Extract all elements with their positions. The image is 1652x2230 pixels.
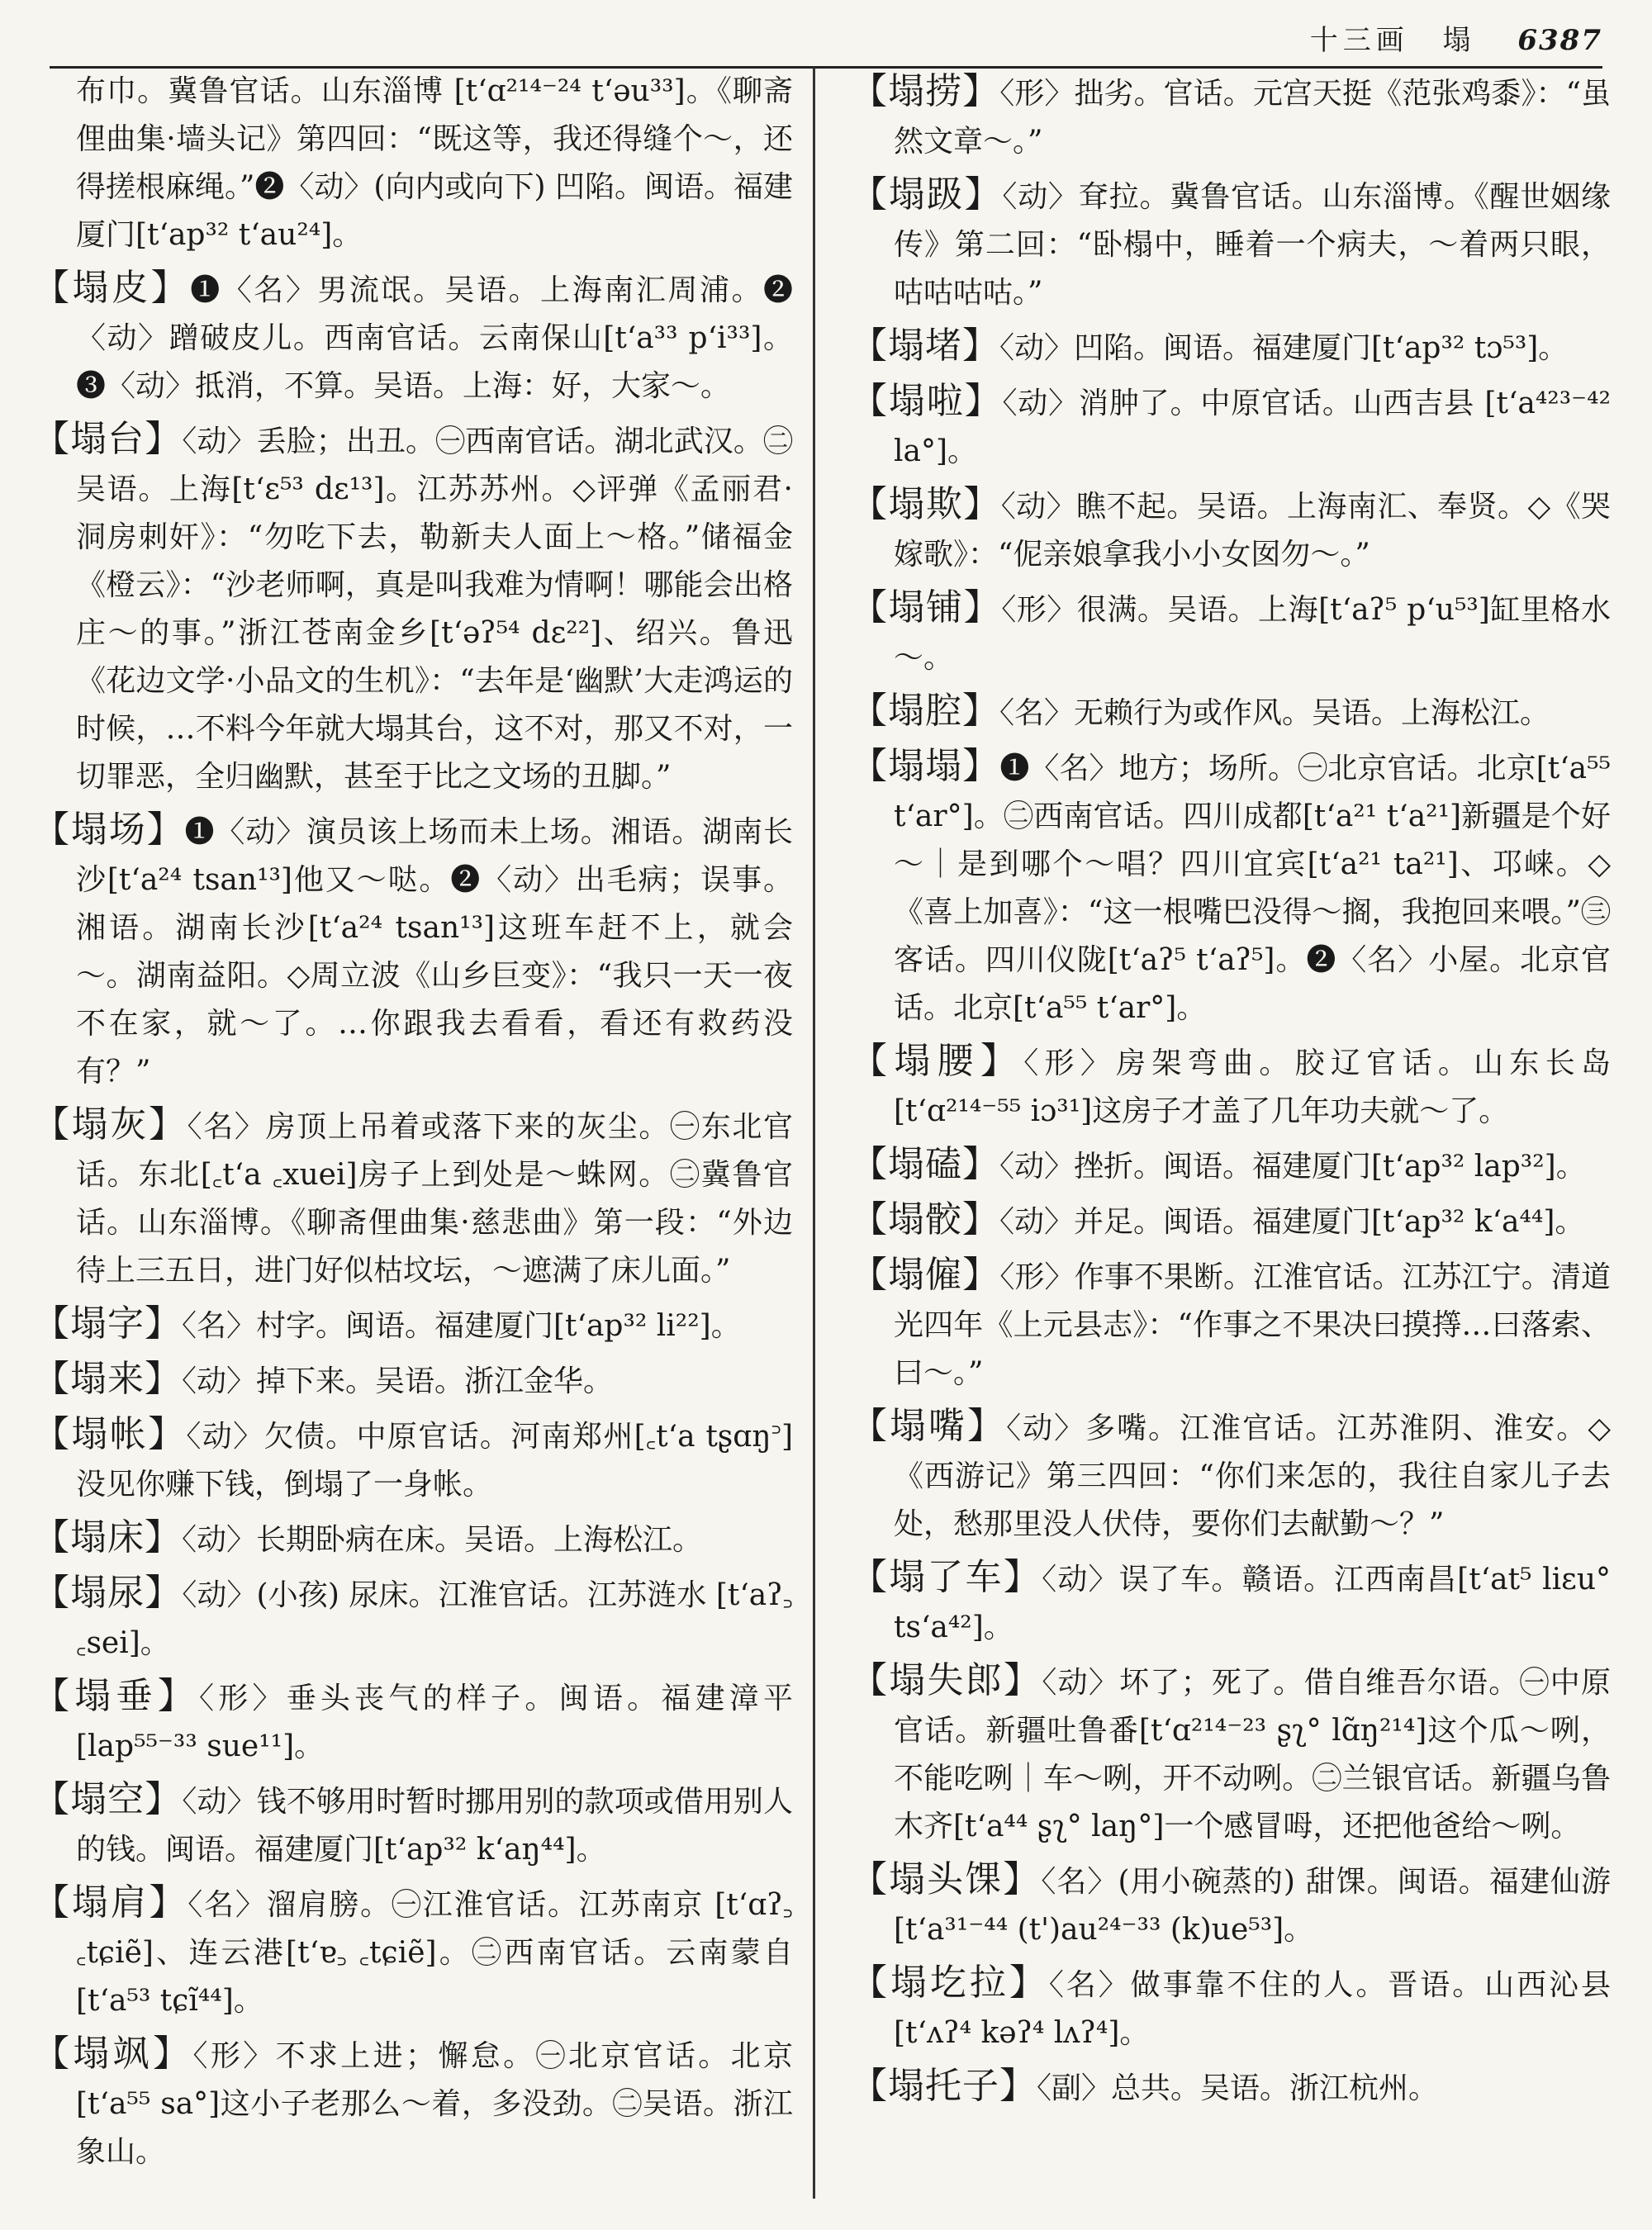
page-number: 6387 — [1517, 24, 1602, 57]
dictionary-entry — [33, 2030, 793, 2176]
entry-headword: 【塌塌】 — [851, 745, 1000, 787]
entry-headword: 【塌头馃】 — [851, 1858, 1042, 1900]
dictionary-entry — [851, 1141, 1611, 1191]
entry-headword: 【塌场】 — [33, 809, 185, 851]
entry-headword: 【塌腔】 — [851, 690, 999, 732]
dictionary-entry — [33, 1411, 793, 1509]
entry-definition: ❶〈名〉男流氓。吴语。上海南汇周浦。❷〈动〉蹭破皮儿。西南官话。云南保山[tʻa³³ pʻi³³]。❸〈动〉抵消，不算。吴语。上海：好，大家～。 — [76, 273, 793, 403]
entry-definition: 〈名〉溜肩膀。㊀江淮官话。江苏南京 [tʻɑʔ꜆ ꜀tɕiẽ]、连云港[tʻɐ꜆ ꜀tɕiẽ]。㊁西南官话。云南蒙自[tʻa⁵³ tɕĩ⁴⁴]。 — [76, 1888, 793, 2018]
entry-headword: 【塌灰】 — [33, 1103, 188, 1146]
entry-headword: 【塌嘴】 — [851, 1405, 1007, 1447]
dictionary-entry — [33, 1672, 793, 1771]
entry-headword: 【塌僱】 — [851, 1254, 1000, 1296]
entry-definition: 〈形〉垂头丧气的样子。闽语。福建漳平[lap⁵⁵⁻³³ sue¹¹]。 — [76, 1682, 793, 1763]
entry-headword: 【塌空】 — [33, 1778, 183, 1820]
dictionary-entry — [33, 264, 793, 410]
entry-headword: 【塌啦】 — [851, 380, 1003, 422]
entry-headword: 【塌皮】 — [33, 267, 191, 309]
dictionary-entry — [851, 377, 1611, 476]
entry-headword: 【塌了车】 — [851, 1556, 1042, 1598]
entry-headword: 【塌堵】 — [851, 325, 999, 367]
dictionary-entry — [33, 1879, 793, 2025]
dictionary-entry — [851, 68, 1611, 166]
entry-definition: 〈名〉无赖行为或作风。吴语。上海松江。 — [999, 696, 1550, 730]
entry-definition: 〈动〉并足。闽语。福建厦门[tʻap³² kʻa⁴⁴]。 — [999, 1205, 1585, 1239]
entry-headword: 【塌飒】 — [33, 2033, 193, 2075]
entry-definition: 〈形〉不求上进；懈怠。㊀北京官话。北京[tʻa⁵⁵ sa°]这小子老那么～着，多没劲。㊁吴语。浙江象山。 — [76, 2039, 793, 2169]
right-column — [851, 68, 1611, 2207]
entry-definition: 〈动〉欠债。中原官话。河南郑州[꜀tʻa tʂɑŋ꜄]没见你赚下钱，倒塌了一身帐。 — [76, 1420, 793, 1502]
entry-headword: 【塌圪拉】 — [851, 1962, 1049, 2004]
entry-headword: 【塌台】 — [33, 418, 183, 460]
entry-headword: 【塌失郎】 — [851, 1659, 1042, 1701]
left-column — [33, 68, 793, 2207]
entry-definition: 〈形〉作事不果断。江淮官话。江苏江宁。清道光四年《上元县志》：“作事之不果决曰摸㩐…曰落索、曰～。” — [894, 1260, 1611, 1390]
entry-definition: 〈动〉丢脸；出丑。㊀西南官话。湖北武汉。㊁吴语。上海[tʻɛ⁵³ dɛ¹³]。江苏苏州。◇评弹《孟丽君·洞房刺奸》：“勿吃下去，勒新夫人面上～格。”储福金《橙云》：“沙老师啊，真是叫我难为情啊！哪能会出格庄～的事。”浙江苍南金乡[tʻəʔ⁵⁴ dɛ²²]、绍兴。鲁迅《花边文学·小品文的生机》：“去年是‘幽默’大走鸿运的时候，…不料今年就大塌其台，这不对，那又不对，一切罪恶，全归幽默，甚至于比之文场的丑脚。” — [76, 425, 793, 794]
dictionary-entry — [851, 584, 1611, 682]
entry-definition: 〈名〉房顶上吊着或落下来的灰尘。㊀东北官话。东北[꜀tʻa ꜀xuei]房子上到处是～蛛网。㊁冀鲁官话。山东淄博。《聊斋俚曲集·慈悲曲》第一段：“外边待上三五日，进门好似枯坟坛，～遮满了床儿面。” — [76, 1110, 793, 1288]
entry-definition: 〈动〉瞧不起。吴语。上海南汇、奉贤。◇《哭嫁歌》：“伲亲娘拿我小小女囡勿～。” — [894, 490, 1611, 572]
dictionary-entry — [851, 1856, 1611, 1954]
entry-headword: 【塌骹】 — [851, 1198, 999, 1241]
entry-headword: 【塌帐】 — [33, 1413, 187, 1455]
entry-headword: 【塌肩】 — [33, 1881, 188, 1924]
entry-definition: 布巾。冀鲁官话。山东淄博 [tʻɑ²¹⁴⁻²⁴ tʻəu³³]。《聊斋俚曲集·墙头记》第四回：“既这等，我还得缝个～，还得搓根麻绳。”❷〈动〉(向内或向下) 凹陷。闽语。福建厦门[tʻap³² tʻau²⁴]。 — [76, 74, 793, 252]
entry-headword: 【塌尿】 — [33, 1572, 183, 1614]
entry-definition: 〈副〉总共。吴语。浙江杭州。 — [1037, 2071, 1439, 2105]
dictionary-entry — [851, 171, 1611, 317]
entry-definition: 〈名〉(用小碗蒸的) 甜馃。闽语。福建仙游[tʻa³¹⁻⁴⁴ (t')au²⁴⁻³³ (k)ue⁵³]。 — [894, 1865, 1611, 1947]
dictionary-entry — [851, 1037, 1611, 1136]
entry-headword: 【塌字】 — [33, 1302, 182, 1345]
dictionary-entry — [851, 743, 1611, 1032]
entry-definition: ❶〈动〉演员该上场而未上场。湘语。湖南长沙[tʻa²⁴ tsan¹³]他又～哒。❷〈动〉出毛病；误事。湘语。湖南长沙[tʻa²⁴ tsan¹³]这班车赶不上，就会～。湖南益阳。◇周立波《山乡巨变》：“我只一天一夜不在家，就～了。…你跟我去看看，看还有救药没有？” — [76, 815, 793, 1089]
entry-definition: 〈形〉拙劣。官话。元宫天挺《范张鸡黍》：“虽然文章～。” — [894, 77, 1611, 159]
entry-definition: 〈动〉钱不够用时暂时挪用别的款项或借用别人的钱。闽语。福建厦门[tʻap³² kʻaŋ⁴⁴]。 — [76, 1785, 793, 1867]
dictionary-entry — [851, 1196, 1611, 1246]
dictionary-entry — [33, 1300, 793, 1350]
running-header — [50, 15, 1602, 69]
dictionary-entry — [851, 1554, 1611, 1652]
dictionary-entry — [851, 322, 1611, 372]
section-label: 十三画 — [1309, 24, 1409, 57]
entry-definition: 〈动〉坏了；死了。借自维吾尔语。㊀中原官话。新疆吐鲁番[tʻɑ²¹⁴⁻²³ ʂʅ° lɑ̃ŋ²¹⁴]这个瓜～咧，不能吃咧｜车～咧，开不动咧。㊁兰银官话。新疆乌鲁木齐[tʻa⁴⁴ ʂʅ° laŋ°]一个感冒呣，还把他爸给～咧。 — [894, 1666, 1611, 1843]
entry-headword: 【塌铺】 — [851, 586, 1002, 629]
dictionary-entry — [851, 1959, 1611, 2057]
entry-definition: 〈形〉房架弯曲。胶辽官话。山东长岛 [tʻɑ²¹⁴⁻⁵⁵ iɔ³¹]这房子才盖了几年功夫就～了。 — [894, 1046, 1611, 1128]
dictionary-entry — [851, 1402, 1611, 1549]
entry-definition: 〈动〉(小孩) 尿床。江淮官话。江苏涟水 [tʻaʔ꜆ ꜀sei]。 — [76, 1578, 793, 1660]
entry-headword: 【塌捞】 — [851, 70, 1000, 112]
entry-definition: 〈名〉村字。闽语。福建厦门[tʻap³² li²²]。 — [182, 1309, 741, 1343]
entry-headword: 【塌磕】 — [851, 1143, 999, 1185]
entry-definition: 〈名〉做事靠不住的人。晋语。山西沁县[tʻʌʔ⁴ kəʔ⁴ lʌʔ⁴]。 — [894, 1968, 1611, 2050]
entry-headword: 【塌来】 — [33, 1358, 182, 1400]
dictionary-entry — [33, 68, 793, 259]
entry-headword: 【塌床】 — [33, 1516, 182, 1559]
dictionary-entry — [851, 481, 1611, 579]
dictionary-entry — [851, 1657, 1611, 1851]
entry-definition: 〈形〉很满。吴语。上海[tʻaʔ⁵ pʻu⁵³]缸里格水～。 — [894, 593, 1611, 675]
entry-definition: 〈动〉挫折。闽语。福建厦门[tʻap³² lap³²]。 — [999, 1150, 1586, 1184]
entry-headword: 【塌欺】 — [851, 483, 1001, 525]
entry-definition: 〈动〉多嘴。江淮官话。江苏淮阴、淮安。◇《西游记》第三四回：“你们来怎的，我往自家儿子去处，愁那里没人伏侍，要你们去献勤～？” — [894, 1412, 1611, 1541]
entry-definition: 〈动〉耷拉。冀鲁官话。山东淄博。《醒世姻缘传》第二回：“卧榻中，睡着一个病夫，～着两只眼，咕咕咕咕。” — [894, 180, 1611, 310]
dictionary-entry — [851, 2062, 1611, 2113]
dictionary-entry — [33, 1101, 793, 1295]
entry-headword: 【塌托子】 — [851, 2065, 1037, 2107]
column-divider — [813, 68, 815, 2199]
entry-headword: 【塌垂】 — [33, 1675, 199, 1717]
entry-headword: 【塌趿】 — [851, 173, 1003, 216]
entry-definition: 〈动〉长期卧病在床。吴语。上海松江。 — [182, 1523, 703, 1557]
entry-definition: 〈动〉消肿了。中原官话。山西吉县 [tʻa⁴²³⁻⁴² la°]。 — [894, 387, 1611, 468]
dictionary-entry — [33, 806, 793, 1096]
entry-definition: ❶〈名〉地方；场所。㊀北京官话。北京[tʻa⁵⁵ tʻar°]。㊁西南官话。四川成都[tʻa²¹ tʻa²¹]新疆是个好～｜是到哪个～唱？四川宜宾[tʻa²¹ ta²¹]、邛崃。◇《喜上加喜》：“这一根嘴巴没得～搁，我抱回来喂。”㊂客话。四川仪陇[tʻaʔ⁵ tʻaʔ⁵]。❷〈名〉小屋。北京官话。北京[tʻa⁵⁵ tʻar°]。 — [894, 752, 1611, 1025]
dictionary-entry — [851, 1251, 1611, 1397]
entry-headword: 【塌腰】 — [851, 1040, 1024, 1082]
entry-definition: 〈动〉误了车。赣语。江西南昌[tʻat⁵ liɛu° tsʻa⁴²]。 — [894, 1563, 1611, 1644]
dictionary-entry — [851, 687, 1611, 738]
dictionary-entry — [33, 1776, 793, 1874]
dictionary-entry — [33, 415, 793, 801]
dictionary-entry — [33, 1514, 793, 1564]
dictionary-entry — [33, 1355, 793, 1406]
entry-definition: 〈动〉凹陷。闽语。福建厦门[tʻap³² tɔ⁵³]。 — [999, 331, 1569, 365]
dictionary-entry — [33, 1569, 793, 1668]
header-char: 塌 — [1442, 24, 1476, 57]
entry-definition: 〈动〉掉下来。吴语。浙江金华。 — [182, 1364, 614, 1398]
